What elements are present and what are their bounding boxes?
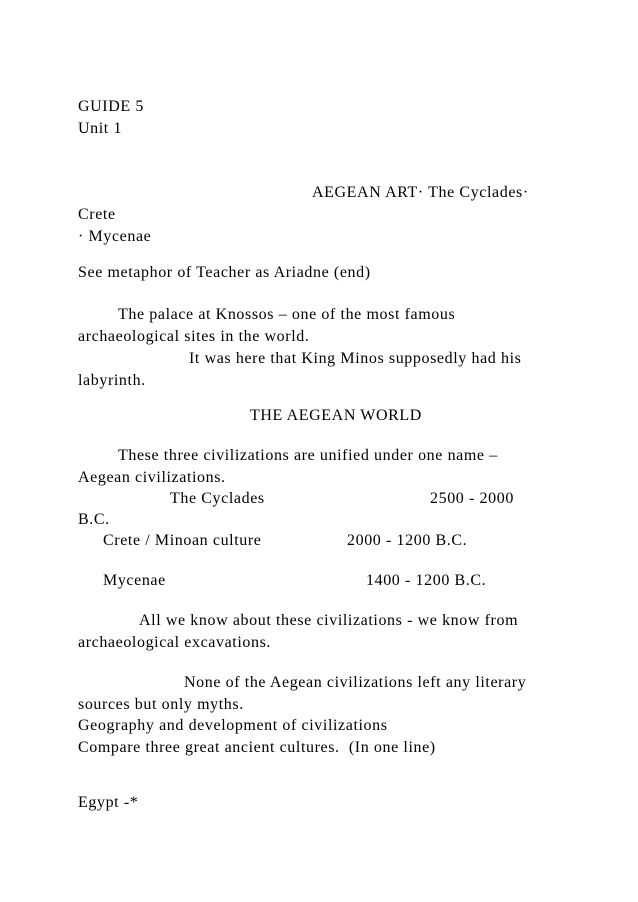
civilization-dates-continued: B.C. [78, 511, 110, 528]
myths-paragraph-line: None of the Aegean civilizations left any literary [184, 674, 527, 691]
ariadne-note: See metaphor of Teacher as Ariadne (end) [78, 264, 371, 281]
excavations-paragraph-line: All we know about these civilizations - we know from [139, 612, 519, 629]
intro-paragraph-line: Aegean civilizations. [78, 469, 226, 486]
knossos-paragraph-line: The palace at Knossos – one of the most famous [118, 306, 456, 323]
unit-number: Unit 1 [78, 120, 123, 137]
document-title: AEGEAN ART· The Cyclades· [312, 184, 529, 201]
civilization-dates: 2000 - 1200 B.C. [347, 532, 468, 549]
knossos-paragraph-line: archaeological sites in the world. [78, 328, 310, 345]
intro-paragraph-line: These three civilizations are unified under one name – [118, 447, 498, 464]
geography-heading: Geography and development of civilizations [78, 717, 388, 734]
knossos-paragraph-line: labyrinth. [78, 372, 146, 389]
civilization-dates: 1400 - 1200 B.C. [366, 572, 487, 589]
civilization-name: Mycenae [103, 572, 166, 589]
section-title: THE AEGEAN WORLD [250, 407, 422, 424]
knossos-paragraph-line: It was here that King Minos supposedly had his [189, 350, 522, 367]
guide-number: GUIDE 5 [78, 98, 144, 115]
document-title-end: · Mycenae [78, 228, 152, 245]
civilization-name: The Cyclades [170, 490, 265, 507]
myths-paragraph-line: sources but only myths. [78, 696, 244, 713]
compare-instruction: Compare three great ancient cultures. (In one line) [78, 739, 436, 756]
document-title-continued: Crete [78, 206, 116, 223]
excavations-paragraph-line: archaeological excavations. [78, 634, 271, 651]
civilization-dates: 2500 - 2000 [430, 490, 514, 507]
civilization-name: Crete / Minoan culture [103, 532, 262, 549]
egypt-entry: Egypt -* [78, 794, 139, 811]
